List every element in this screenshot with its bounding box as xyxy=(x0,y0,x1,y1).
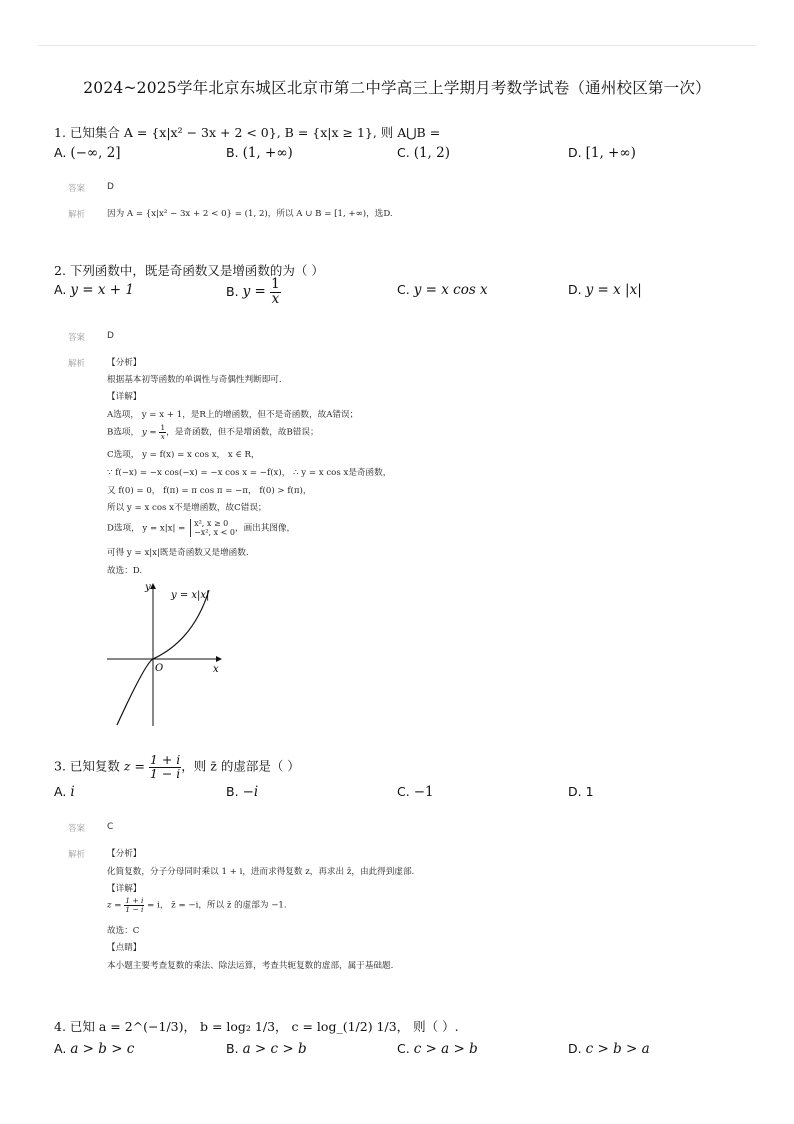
q3-option-a[interactable]: A. i xyxy=(54,784,75,800)
q2-line-c3: 又 f(0) = 0， f(π) = π cos π = −π， f(0) > f(π)， xyxy=(107,486,312,496)
q2-option-c[interactable]: C. y = x cos x xyxy=(397,282,488,298)
q2-line-a: A选项， y = x + 1，是R上的增函数，但不是奇函数，故A错误； xyxy=(107,410,359,420)
page-title: 2024~2025学年北京东城区北京市第二中学高三上学期月考数学试卷（通州校区第一次） xyxy=(83,79,711,97)
q4-option-b[interactable]: B. a > c > b xyxy=(226,1041,307,1057)
q3-option-c[interactable]: C. −1 xyxy=(397,784,434,800)
q2-option-d[interactable]: D. y = x |x| xyxy=(568,282,642,298)
question-3-stem: 3. 已知复数 z = $\frac{1 + i}{1 - i}$ ，则 z̄ 的虚部是（ ） xyxy=(54,752,300,781)
q3-option-b[interactable]: B. −i xyxy=(226,784,259,800)
q2-line-choice: 故选：D. xyxy=(107,566,143,576)
graph-x-label: x xyxy=(213,664,219,675)
q1-analysis: 因为 A = {x|x² − 3x + 2 < 0} = (1, 2)，所以 A ∪ B = [1, +∞)，选D. xyxy=(107,209,393,219)
q2-line-c1: C选项， y = f(x) = x cos x， x ∈ R， xyxy=(107,450,260,460)
q2-line-c2: ∵ f(−x) = −x cos(−x) = −x cos x = −f(x)， ∴ y = x cos x是奇函数， xyxy=(107,468,392,478)
q2-option-a[interactable]: A. y = x + 1 xyxy=(54,282,134,298)
q1-answer-tag: 答案 xyxy=(68,184,86,194)
q1-option-c[interactable]: C. (1, 2) xyxy=(397,145,450,161)
question-2-stem: 2. 下列函数中，既是奇函数又是增函数的为（ ） xyxy=(54,263,324,278)
q1-answer: D xyxy=(107,182,114,192)
q2-analysis-tag: 解析 xyxy=(68,359,86,369)
q3-line-comment: 【点睛】 xyxy=(107,943,142,953)
q4-option-a[interactable]: A. a > b > c xyxy=(54,1041,135,1057)
q3-option-d[interactable]: D. 1 xyxy=(568,784,594,799)
q1-option-d[interactable]: D. [1, +∞) xyxy=(568,145,636,161)
q1-option-a[interactable]: A. (−∞, 2] xyxy=(54,145,121,161)
q3-analysis-tag: 解析 xyxy=(68,850,86,860)
header-divider xyxy=(38,45,756,46)
q3-answer: C xyxy=(107,822,114,832)
q3-line-detail: 【详解】 xyxy=(107,884,142,894)
graph-origin-label: O xyxy=(155,663,164,674)
q2-line-d: D选项， y = x|x| = x², x ≥ 0 −x², x < 0 ，画出其图像， xyxy=(107,519,296,538)
q2-line-analysis: 【分析】 xyxy=(107,358,142,368)
q2-line-conclusion: 可得 y = x|x|既是奇函数又是增函数. xyxy=(107,548,249,558)
q3-line-calc: z = $\frac{1 + i}{1 - i}$ = i， z̄ = −i，所以 z̄ 的虚部为 −1. xyxy=(107,896,287,914)
q3-answer-tag: 答案 xyxy=(68,824,86,834)
question-4-stem: 4. 已知 a = 2^(−1/3)， b = log₂ 1/3， c = log_(1/2) 1/3， 则（ ）. xyxy=(54,1019,459,1034)
graph-curve xyxy=(117,590,209,725)
q1-analysis-tag: 解析 xyxy=(68,210,86,220)
q2-line-c4: 所以 y = x cos x不是增函数，故C错误； xyxy=(107,503,267,513)
q3-line-summary: 本小题主要考查复数的乘法、除法运算，考查共轭复数的虚部，属于基础题. xyxy=(107,961,394,971)
q4-option-c[interactable]: C. c > a > b xyxy=(397,1041,478,1057)
graph-curve-label: y = x|x| xyxy=(171,590,210,601)
q2-line-detail: 【详解】 xyxy=(107,392,142,402)
q2-line-b: B选项， y = $\frac{1}{x}$ ，是奇函数，但不是增函数，故B错误； xyxy=(107,423,319,441)
q3-line-choice: 故选：C xyxy=(107,926,140,936)
q4-option-d[interactable]: D. c > b > a xyxy=(568,1041,650,1057)
q3-line-analysis: 【分析】 xyxy=(107,849,142,859)
q2-line: 根据基本初等函数的单调性与奇偶性判断即可. xyxy=(107,375,282,385)
q2-graph xyxy=(105,578,230,728)
q3-line-method: 化简复数，分子分母同时乘以 1 + i，进而求得复数 z，再求出 z̄，由此得到虚部. xyxy=(107,867,415,877)
q2-answer: D xyxy=(107,331,114,341)
q1-option-b[interactable]: B. (1, +∞) xyxy=(226,145,293,161)
q2-answer-tag: 答案 xyxy=(68,333,86,343)
q2-option-b[interactable]: B. y = $\frac{1}{x}$ xyxy=(226,276,280,307)
graph-y-label: y xyxy=(145,582,151,593)
question-1-stem: 1. 已知集合 A = {x|x² − 3x + 2 < 0}, B = {x|x ≥ 1}, 则 A⋃B = xyxy=(54,125,441,140)
